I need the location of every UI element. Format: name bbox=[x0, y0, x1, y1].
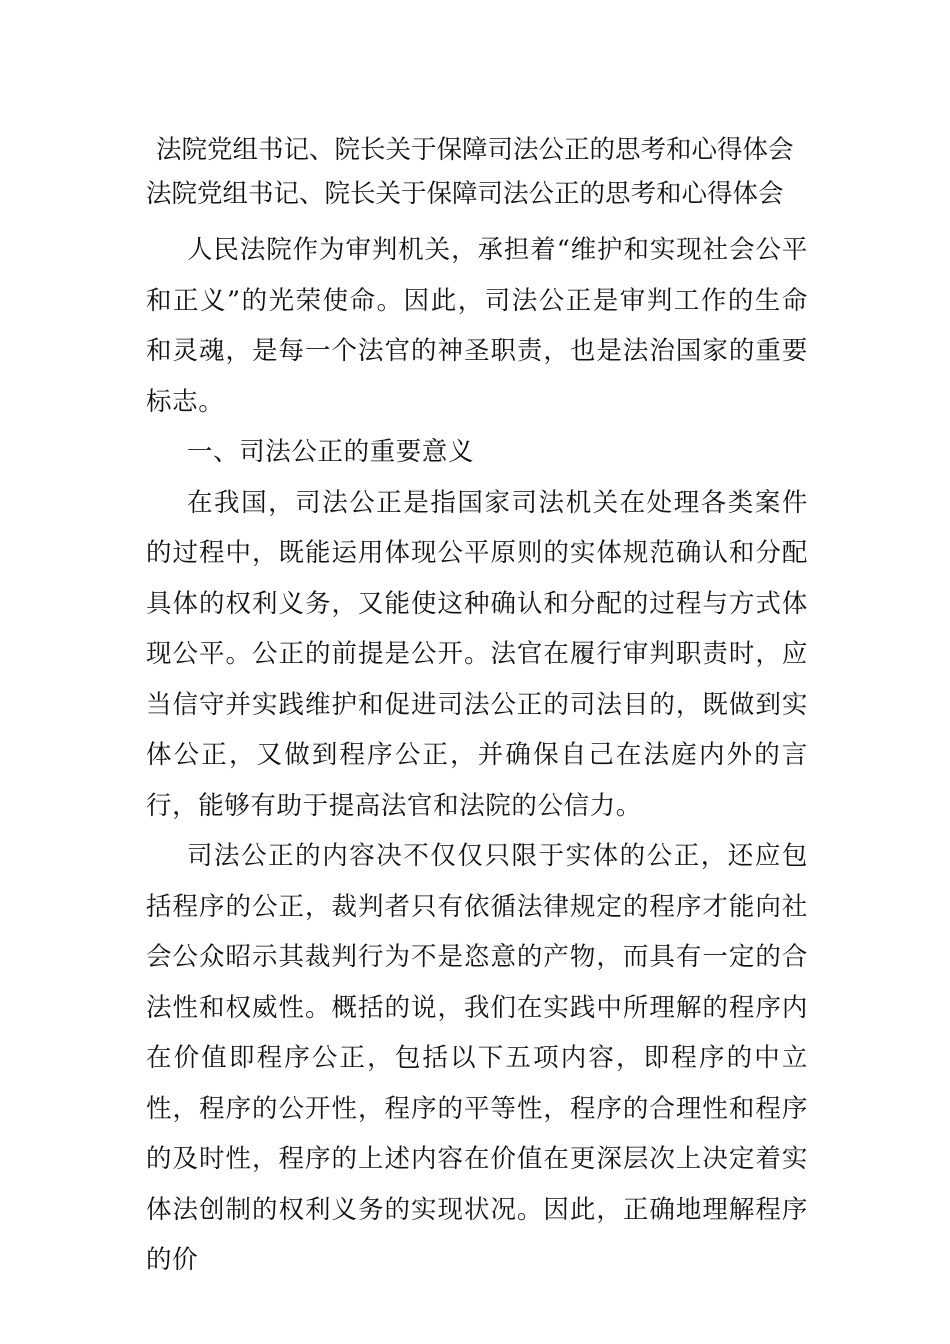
document-title: 法院党组书记、院长关于保障司法公正的思考和心得体会 bbox=[156, 135, 794, 165]
document-title-repeat: 法院党组书记、院长关于保障司法公正的思考和心得体会 bbox=[146, 179, 784, 209]
title-block bbox=[146, 128, 808, 216]
document-body bbox=[146, 128, 808, 1286]
paragraph-intro: 人民法院作为审判机关，承担着“维护和实现社会公平和正义”的光荣使命。因此，司法公正是审判工作的生命和灵魂，是每一个法官的神圣职责，也是法治国家的重要标志。 bbox=[146, 235, 808, 417]
section-heading: 一、司法公正的重要意义 bbox=[187, 437, 475, 467]
paragraph-procedure: 司法公正的内容决不仅仅只限于实体的公正，还应包括程序的公正，裁判者只有依循法律规定的程序才能向社会公众昭示其裁判行为不是恣意的产物，而具有一定的合法性和权威性。概括的说，我们在实践中所理解的程序内在价值即程序公正，包括以下五项内容，即程序的中立性，程序的公开性，程序的平等性，程序的合理性和程序的及时性，程序的上述内容在价值在更深层次上决定着实体法创制的权利义务的实现状况。因此，正确地理解程序的价 bbox=[146, 841, 808, 1275]
paragraph-definition: 在我国，司法公正是指国家司法机关在处理各类案件的过程中，既能运用体现公平原则的实体规范确认和分配具体的权利义务，又能使这种确认和分配的过程与方式体现公平。公正的前提是公开。法官在履行审判职责时，应当信守并实践维护和促进司法公正的司法目的，既做到实体公正，又做到程序公正，并确保自己在法庭内外的言行，能够有助于提高法官和法院的公信力。 bbox=[146, 487, 808, 821]
